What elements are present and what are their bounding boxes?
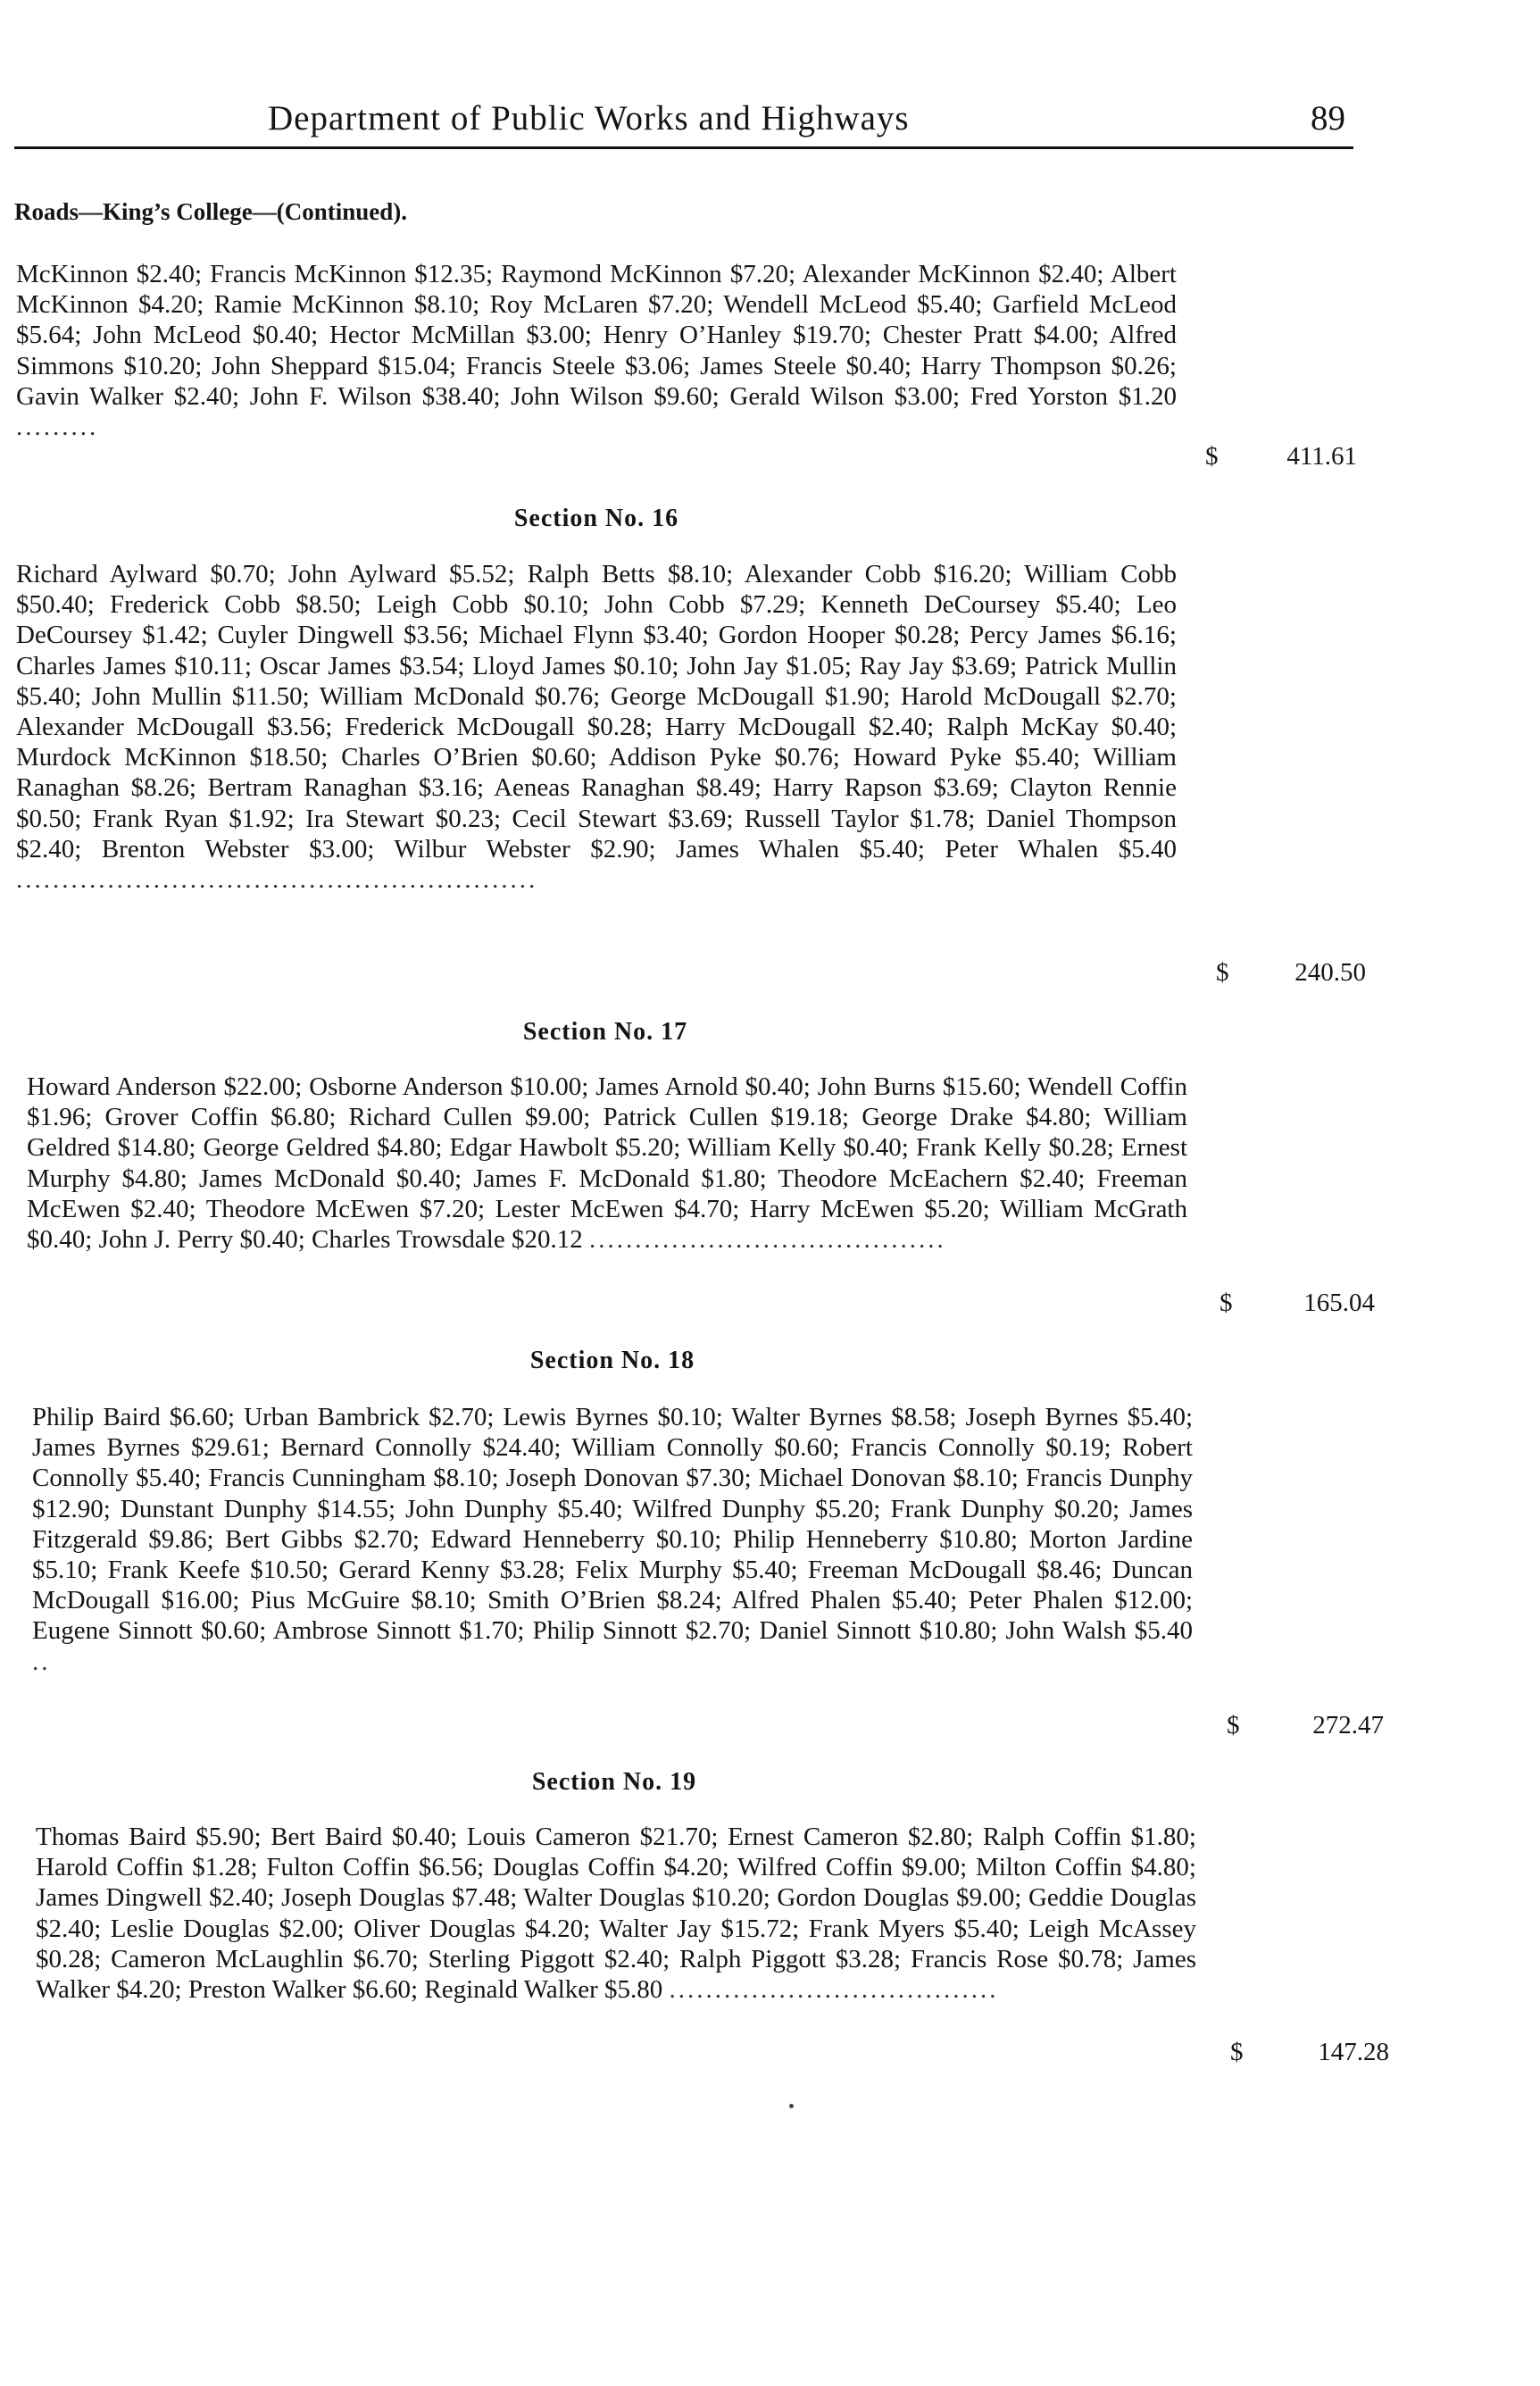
payment-list-section-16 bbox=[16, 559, 1177, 895]
section-heading-16: Section No. 16 bbox=[513, 505, 679, 532]
end-dot-mark bbox=[789, 2104, 794, 2108]
payment-list-continued bbox=[16, 259, 1177, 442]
section-heading-19: Section No. 19 bbox=[531, 1768, 697, 1796]
section-heading-18: Section No. 18 bbox=[529, 1347, 695, 1374]
page-header-title: Department of Public Works and Highways bbox=[268, 99, 910, 138]
payment-list-section-17 bbox=[27, 1072, 1187, 1255]
dollar-sign: $ bbox=[1230, 2038, 1244, 2066]
subject-heading: Roads—King’s College—(Continued). bbox=[14, 198, 408, 225]
payment-entry-text: Howard Anderson $22.00; Osborne Anderson $10.00; James Arnold $0.40; John Burns $15.60; Wendell Coffin $1.96; Grover Coffin $6.80; Richard Cullen $9.00; Patrick Cullen $19.18; George Drake $4.80; William Geldred $14.80; George Geldred $4.80; Edgar Hawbolt $5.20; William Kelly $0.40; Frank Kelly $0.28; Ernest Murphy $4.80; James McDonald $0.40; James F. McDonald $1.80; Theodore McEachern $2.40; Freeman McEwen $2.40; Theodore McEwen $7.20; Lester McEwen $4.70; Harry McEwen $5.20; William McGrath $0.40; John J. Perry $0.40; Charles Trowsdale $20.12 ....................................... bbox=[27, 1072, 1187, 1255]
section-total: 272.47 bbox=[1312, 1711, 1384, 1739]
dollar-sign: $ bbox=[1220, 1289, 1233, 1317]
section-total: 411.61 bbox=[1286, 442, 1357, 471]
payment-list-section-18 bbox=[32, 1402, 1193, 1677]
page-number: 89 bbox=[1311, 99, 1345, 138]
payment-entry-text: Philip Baird $6.60; Urban Bambrick $2.70; Lewis Byrnes $0.10; Walter Byrnes $8.58; Joseph Byrnes $5.40; James Byrnes $29.61; Bernard Connolly $24.40; William Connolly $0.60; Francis Connolly $0.19; Robert Connolly $5.40; Francis Cunningham $8.10; Joseph Donovan $7.30; Michael Donovan $8.10; Francis Dunphy $12.90; Dunstant Dunphy $14.55; John Dunphy $5.40; Wilfred Dunphy $5.20; Frank Dunphy $0.20; James Fitzgerald $9.86; Bert Gibbs $2.70; Edward Henneberry $0.10; Philip Henneberry $10.80; Morton Jardine $5.10; Frank Keefe $10.50; Gerard Kenny $3.28; Felix Murphy $5.40; Freeman McDougall $8.46; Duncan McDougall $16.00; Pius McGuire $8.10; Smith O’Brien $8.24; Alfred Phalen $5.40; Peter Phalen $12.00; Eugene Sinnott $0.60; Ambrose Sinnott $1.70; Philip Sinnott $2.70; Daniel Sinnott $10.80; John Walsh $5.40 .. bbox=[32, 1403, 1193, 1676]
payment-list-section-19 bbox=[36, 1822, 1196, 2005]
payment-entry-text: McKinnon $2.40; Francis McKinnon $12.35; Raymond McKinnon $7.20; Alexander McKinnon $2.40; Albert McKinnon $4.20; Ramie McKinnon $8.10; Roy McLaren $7.20; Wendell McLeod $5.40; Garfield McLeod $5.64; John McLeod $0.40; Hector McMillan $3.00; Henry O’Hanley $19.70; Chester Pratt $4.00; Alfred Simmons $10.20; John Sheppard $15.04; Francis Steele $3.06; James Steele $0.40; Harry Thompson $0.26; Gavin Walker $2.40; John F. Wilson $38.40; John Wilson $9.60; Gerald Wilson $3.00; Fred Yorston $1.20 ......... bbox=[16, 260, 1177, 442]
header-rule bbox=[14, 146, 1353, 149]
running-header bbox=[14, 95, 1353, 152]
section-total: 147.28 bbox=[1318, 2038, 1389, 2066]
section-total: 165.04 bbox=[1303, 1289, 1375, 1317]
dollar-sign: $ bbox=[1227, 1711, 1240, 1739]
section-total: 240.50 bbox=[1294, 958, 1366, 987]
dollar-sign: $ bbox=[1216, 958, 1229, 987]
payment-entry-text: Richard Aylward $0.70; John Aylward $5.52; Ralph Betts $8.10; Alexander Cobb $16.20; William Cobb $50.40; Frederick Cobb $8.50; Leigh Cobb $0.10; John Cobb $7.29; Kenneth DeCoursey $5.40; Leo DeCoursey $1.42; Cuyler Dingwell $3.56; Michael Flynn $3.40; Gordon Hooper $0.28; Percy James $6.16; Charles James $10.11; Oscar James $3.54; Lloyd James $0.10; John Jay $1.05; Ray Jay $3.69; Patrick Mullin $5.40; John Mullin $11.50; William McDonald $0.76; George McDougall $1.90; Harold McDougall $2.70; Alexander McDougall $3.56; Frederick McDougall $0.28; Harry McDougall $2.40; Ralph McKay $0.40; Murdock McKinnon $18.50; Charles O’Brien $0.60; Addison Pyke $0.76; Howard Pyke $5.40; William Ranaghan $8.26; Bertram Ranaghan $3.16; Aeneas Ranaghan $8.49; Harry Rapson $3.69; Clayton Rennie $0.50; Frank Ryan $1.92; Ira Stewart $0.23; Cecil Stewart $3.69; Russell Taylor $1.78; Daniel Thompson $2.40; Brenton Webster $3.00; Wilbur Webster $2.90; James Whalen $5.40; Peter Whalen $5.40 ......................................................... bbox=[16, 560, 1177, 895]
dollar-sign: $ bbox=[1205, 442, 1219, 471]
section-heading-17: Section No. 17 bbox=[522, 1018, 688, 1046]
payment-entry-text: Thomas Baird $5.90; Bert Baird $0.40; Louis Cameron $21.70; Ernest Cameron $2.80; Ralph Coffin $1.80; Harold Coffin $1.28; Fulton Coffin $6.56; Douglas Coffin $4.20; Wilfred Coffin $9.00; Milton Coffin $4.80; James Dingwell $2.40; Joseph Douglas $7.48; Walter Douglas $10.20; Gordon Douglas $9.00; Geddie Douglas $2.40; Leslie Douglas $2.00; Oliver Douglas $4.20; Walter Jay $15.72; Frank Myers $5.40; Leigh McAssey $0.28; Cameron McLaughlin $6.70; Sterling Piggott $2.40; Ralph Piggott $3.28; Francis Rose $0.78; James Walker $4.20; Preston Walker $6.60; Reginald Walker $5.80 .................................... bbox=[36, 1823, 1196, 2005]
